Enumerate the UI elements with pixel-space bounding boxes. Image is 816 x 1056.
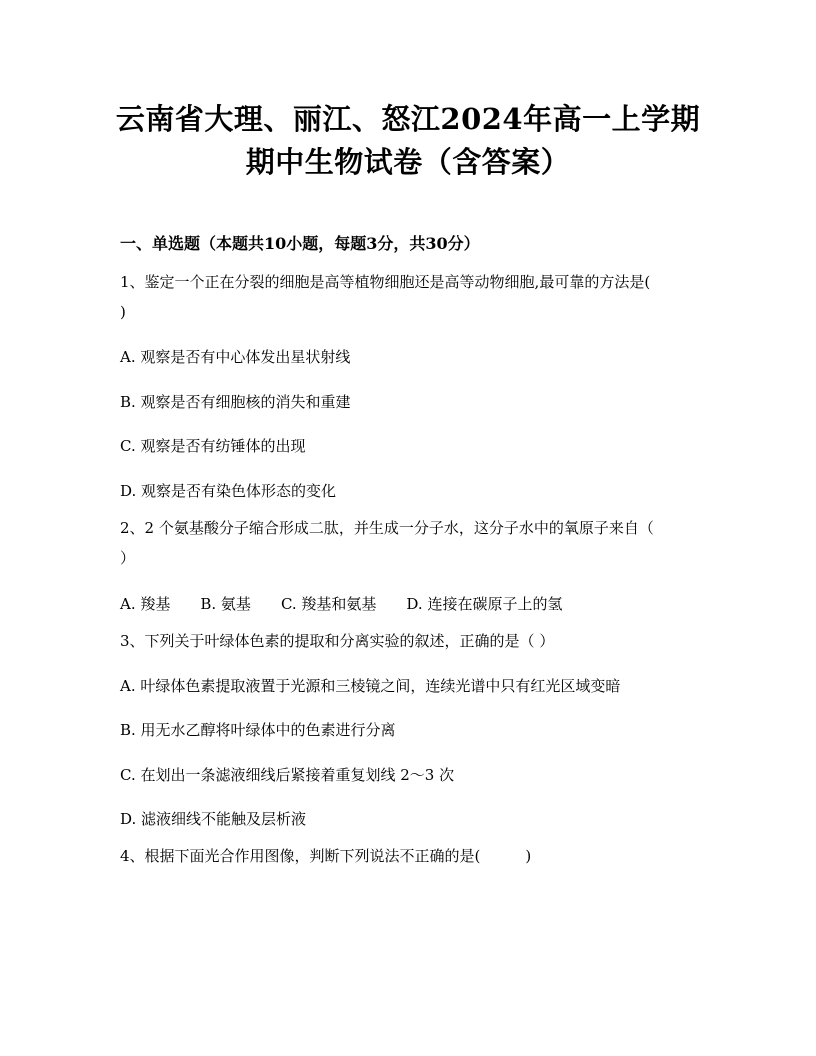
question-3-stem: 3、下列关于叶绿体色素的提取和分离实验的叙述，正确的是（ ） xyxy=(120,632,555,650)
section-heading: 一、单选题（本题共10小题，每题3分，共30分） xyxy=(120,234,480,253)
question-1-stem-line-2: ) xyxy=(120,303,126,321)
question-3-option-c: C. 在划出一条滤液细线后紧接着重复划线 2～3 次 xyxy=(120,766,455,784)
question-2-option-d: D. 连接在碳原子上的氢 xyxy=(406,595,563,613)
question-1-stem-line-1: 1、鉴定一个正在分裂的细胞是高等植物细胞还是高等动物细胞,最可靠的方法是( xyxy=(120,273,651,291)
question-2-options-row xyxy=(120,594,562,614)
question-1-option-b: B. 观察是否有细胞核的消失和重建 xyxy=(120,393,351,411)
document-title-line-1: 云南省大理、丽江、怒江2024年高一上学期 xyxy=(115,102,701,136)
question-2-option-b: B. 氨基 xyxy=(200,595,251,613)
question-2-option-a: A. 羧基 xyxy=(120,595,171,613)
question-4-stem: 4、根据下面光合作用图像，判断下列说法不正确的是( ) xyxy=(120,847,532,865)
question-1-option-c: C. 观察是否有纺锤体的出现 xyxy=(120,437,306,455)
question-2-stem-line-1: 2、2 个氨基酸分子缩合形成二肽，并生成一分子水，这分子水中的氧原子来自（ xyxy=(120,519,654,537)
question-3-option-b: B. 用无水乙醇将叶绿体中的色素进行分离 xyxy=(120,721,396,739)
question-1-option-d: D. 观察是否有染色体形态的变化 xyxy=(120,482,337,500)
question-1-option-a: A. 观察是否有中心体发出星状射线 xyxy=(120,348,351,366)
question-3-option-a: A. 叶绿体色素提取液置于光源和三棱镜之间，连续光谱中只有红光区域变暗 xyxy=(120,677,621,695)
question-2-option-c: C. 羧基和氨基 xyxy=(280,595,377,613)
question-3-option-d: D. 滤液细线不能触及层析液 xyxy=(120,810,307,828)
document-title-line-2: 期中生物试卷（含答案） xyxy=(245,145,571,179)
question-2-stem-line-2: ） xyxy=(120,549,136,567)
